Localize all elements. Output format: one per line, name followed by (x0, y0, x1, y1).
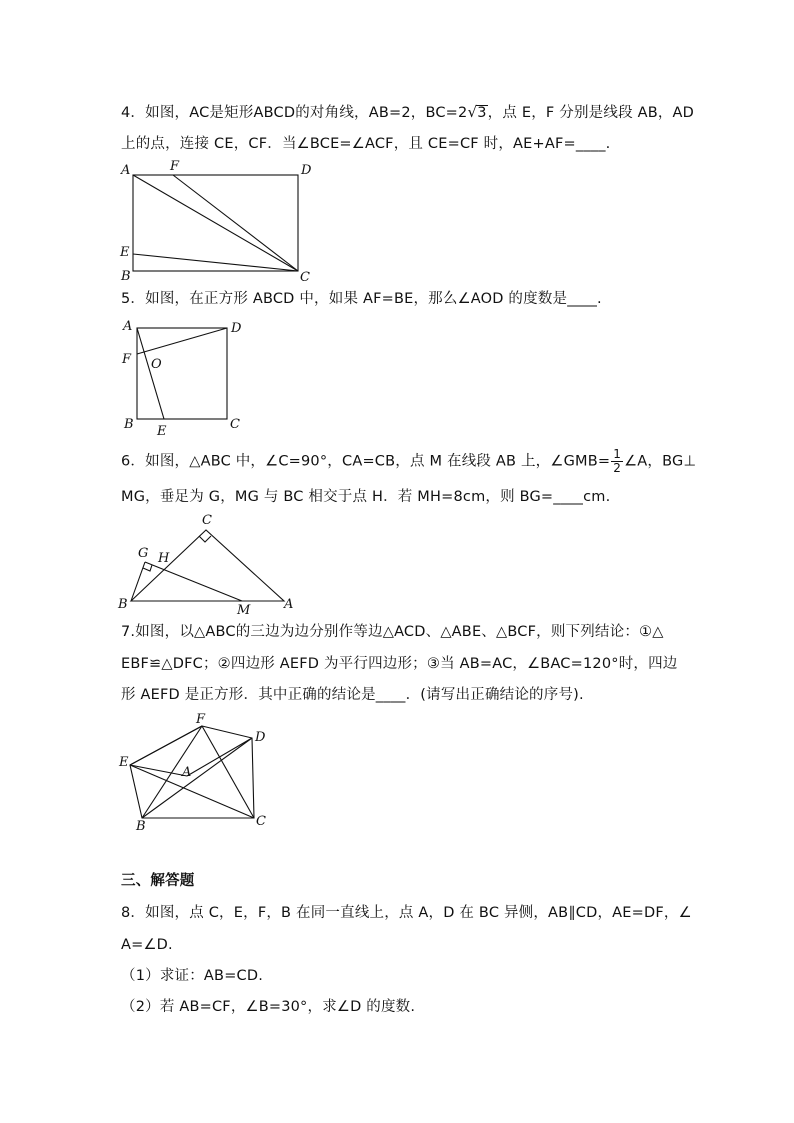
q5-label-e: E (157, 424, 167, 439)
q6-fraction-numerator: 1 (613, 447, 622, 461)
section-heading: 三、解答题 (121, 873, 195, 889)
q8-line-4: （2）若 AB=CF，∠B=30°，求∠D 的度数. (121, 999, 416, 1015)
q7-segment-ea (130, 765, 187, 776)
q6-text-a: 6．如图，△ABC 中，∠C=90°，CA=CB，点 M 在线段 AB 上，∠GMB= (121, 453, 611, 470)
q5-label-b: B (124, 417, 134, 432)
q7-line-1: 7.如图，以△ABC的三边为边分别作等边△ACD、△ABE、△BCF，则下列结论：①△ (121, 624, 664, 640)
q4-label-f: F (170, 159, 180, 174)
q6-label-g: G (138, 546, 149, 561)
q6-label-c: C (202, 513, 212, 528)
sqrt-sign: √ (467, 103, 478, 121)
q4-label-a: A (121, 163, 131, 178)
q5-label-d: D (231, 321, 242, 336)
q4-figure (110, 158, 320, 284)
q7-line-2: EBF≌△DFC；②四边形 AEFD 为平行四边形；③当 AB=AC，∠BAC=120°时，四边 (121, 656, 678, 672)
q6-fraction-denominator: 2 (613, 461, 622, 475)
q6-right-angle-c (199, 536, 211, 542)
q5-figure (116, 316, 256, 440)
q4-label-b: B (121, 269, 131, 284)
q6-figure (112, 510, 302, 616)
q7-segment-fc (202, 726, 254, 818)
q4-label-e: E (120, 245, 130, 260)
q7-label-b: B (136, 819, 146, 834)
q6-line-1 (121, 448, 696, 475)
q4-label-d: D (301, 163, 312, 178)
q4-segment-cf (173, 175, 298, 271)
q7-figure (114, 708, 284, 838)
q7-segment-ad (187, 738, 252, 776)
q4-text-a: 4．如图，AC是矩形ABCD的对角线，AB=2，BC=2 (121, 105, 468, 121)
q5-label-c: C (230, 417, 240, 432)
q7-line-3: 形 AEFD 是正方形．其中正确的结论是____．(请写出正确结论的序号). (121, 687, 584, 703)
q8-line-2: A=∠D. (121, 937, 173, 953)
q8-line-3: （1）求证：AB=CD. (121, 968, 264, 984)
q6-label-a: A (284, 597, 294, 612)
q7-label-e: E (119, 755, 129, 770)
q7-label-c: C (256, 814, 266, 829)
q4-label-c: C (300, 270, 310, 284)
q6-label-h: H (158, 551, 170, 566)
q8-line-1: 8．如图，点 C，E，F，B 在同一直线上，点 A，D 在 BC 异侧，AB∥CD，AE=DF，∠ (121, 905, 692, 921)
q6-text-b: ∠A，BG⊥ (624, 453, 697, 470)
sqrt-radicand: 3 (477, 105, 487, 121)
q6-label-b: B (118, 597, 128, 612)
q6-segment-gm (145, 562, 242, 601)
q6-line-2: MG，垂足为 G，MG 与 BC 相交于点 H．若 MH=8cm，则 BG=____cm. (121, 489, 611, 505)
q7-outer-polygon (130, 726, 254, 818)
q4-text-b: ，点 E，F 分别是线段 AB，AD (487, 105, 695, 121)
q7-label-f: F (196, 712, 206, 727)
q6-fraction (611, 448, 623, 475)
q5-label-f: F (122, 352, 132, 367)
q6-right-angle-g (143, 565, 152, 571)
q4-line-1 (121, 102, 694, 123)
q7-segment-ef (130, 726, 202, 765)
q5-segment-fd (137, 328, 227, 354)
q4-line-2: 上的点，连接 CE，CF．当∠BCE=∠ACF，且 CE=CF 时，AE+AF=____. (121, 136, 611, 152)
q7-label-a: A (182, 765, 192, 780)
q5-line-1: 5．如图，在正方形 ABCD 中，如果 AF=BE，那么∠AOD 的度数是____. (121, 291, 602, 307)
q7-label-d: D (255, 730, 266, 745)
q5-segment-ae (137, 328, 164, 419)
q5-label-a: A (123, 319, 133, 334)
q6-segment-bg (131, 562, 145, 601)
q6-label-m: M (237, 603, 251, 616)
q5-label-o: O (151, 357, 162, 372)
